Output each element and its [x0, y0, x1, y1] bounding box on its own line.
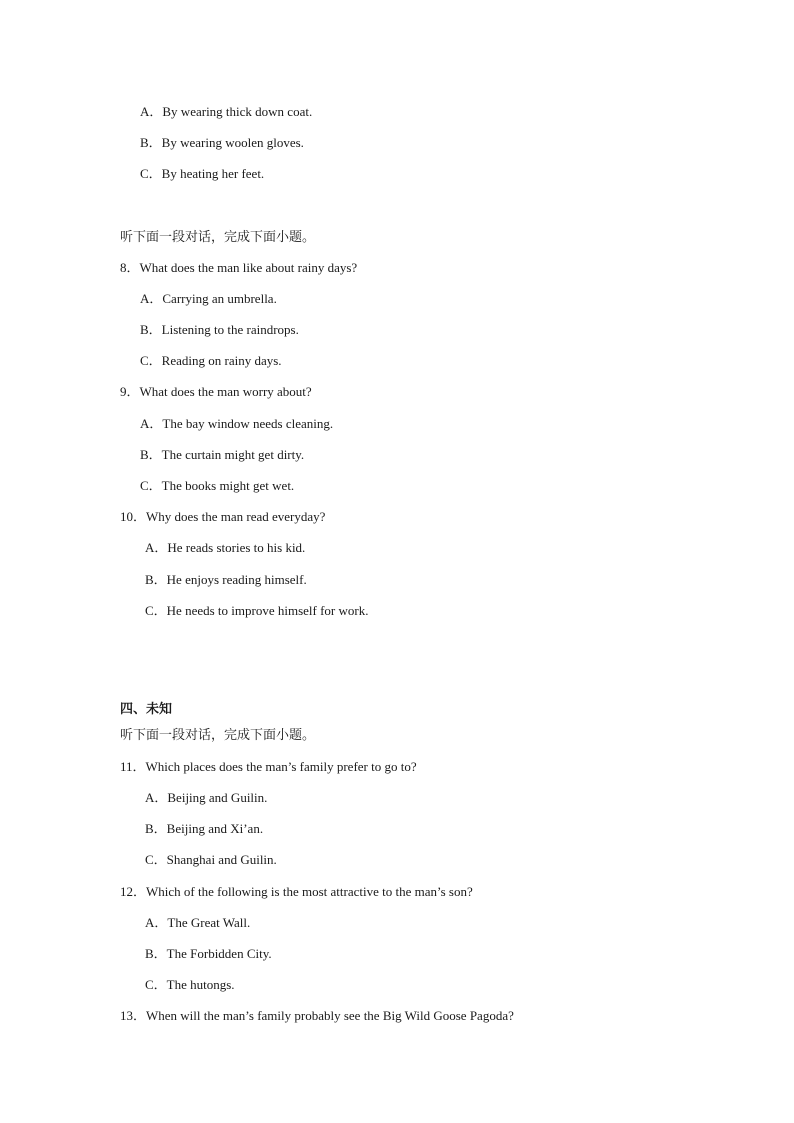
- question-9: 9．What does the man worry about?: [120, 384, 312, 399]
- question-11-option-c: C．Shanghai and Guilin.: [145, 852, 277, 867]
- question-12-option-a: A．The Great Wall.: [145, 915, 251, 930]
- question-9-option-c: C．The books might get wet.: [140, 478, 295, 493]
- option-top-b: B．By wearing woolen gloves.: [140, 135, 304, 150]
- option-top-c: C．By heating her feet.: [140, 166, 265, 181]
- question-8: 8．What does the man like about rainy days?: [120, 260, 358, 275]
- question-10: 10．Why does the man read everyday?: [120, 509, 326, 524]
- question-12: 12．Which of the following is the most attractive to the man’s son?: [120, 884, 473, 899]
- question-13: 13．When will the man’s family probably see the Big Wild Goose Pagoda?: [120, 1008, 514, 1023]
- question-9-option-a: A．The bay window needs cleaning.: [140, 416, 334, 431]
- question-10-option-c: C．He needs to improve himself for work.: [145, 603, 369, 618]
- section-4-instruction: 听下面一段对话，完成下面小题。: [120, 728, 316, 743]
- question-12-option-c: C．The hutongs.: [145, 977, 235, 992]
- question-8-option-c: C．Reading on rainy days.: [140, 353, 282, 368]
- section-title: 四、未知: [120, 702, 173, 717]
- question-9-option-b: B．The curtain might get dirty.: [140, 447, 305, 462]
- question-11: 11．Which places does the man’s family prefer to go to?: [120, 759, 417, 774]
- question-12-option-b: B．The Forbidden City.: [145, 946, 272, 961]
- question-8-option-b: B．Listening to the raindrops.: [140, 322, 299, 337]
- question-11-option-a: A．Beijing and Guilin.: [145, 790, 268, 805]
- question-8-option-a: A．Carrying an umbrella.: [140, 291, 277, 306]
- question-10-option-b: B．He enjoys reading himself.: [145, 572, 307, 587]
- question-11-option-b: B．Beijing and Xi’an.: [145, 821, 264, 836]
- question-10-option-a: A．He reads stories to his kid.: [145, 540, 306, 555]
- option-top-a: A．By wearing thick down coat.: [140, 104, 313, 119]
- dialog-instruction: 听下面一段对话，完成下面小题。: [120, 230, 316, 245]
